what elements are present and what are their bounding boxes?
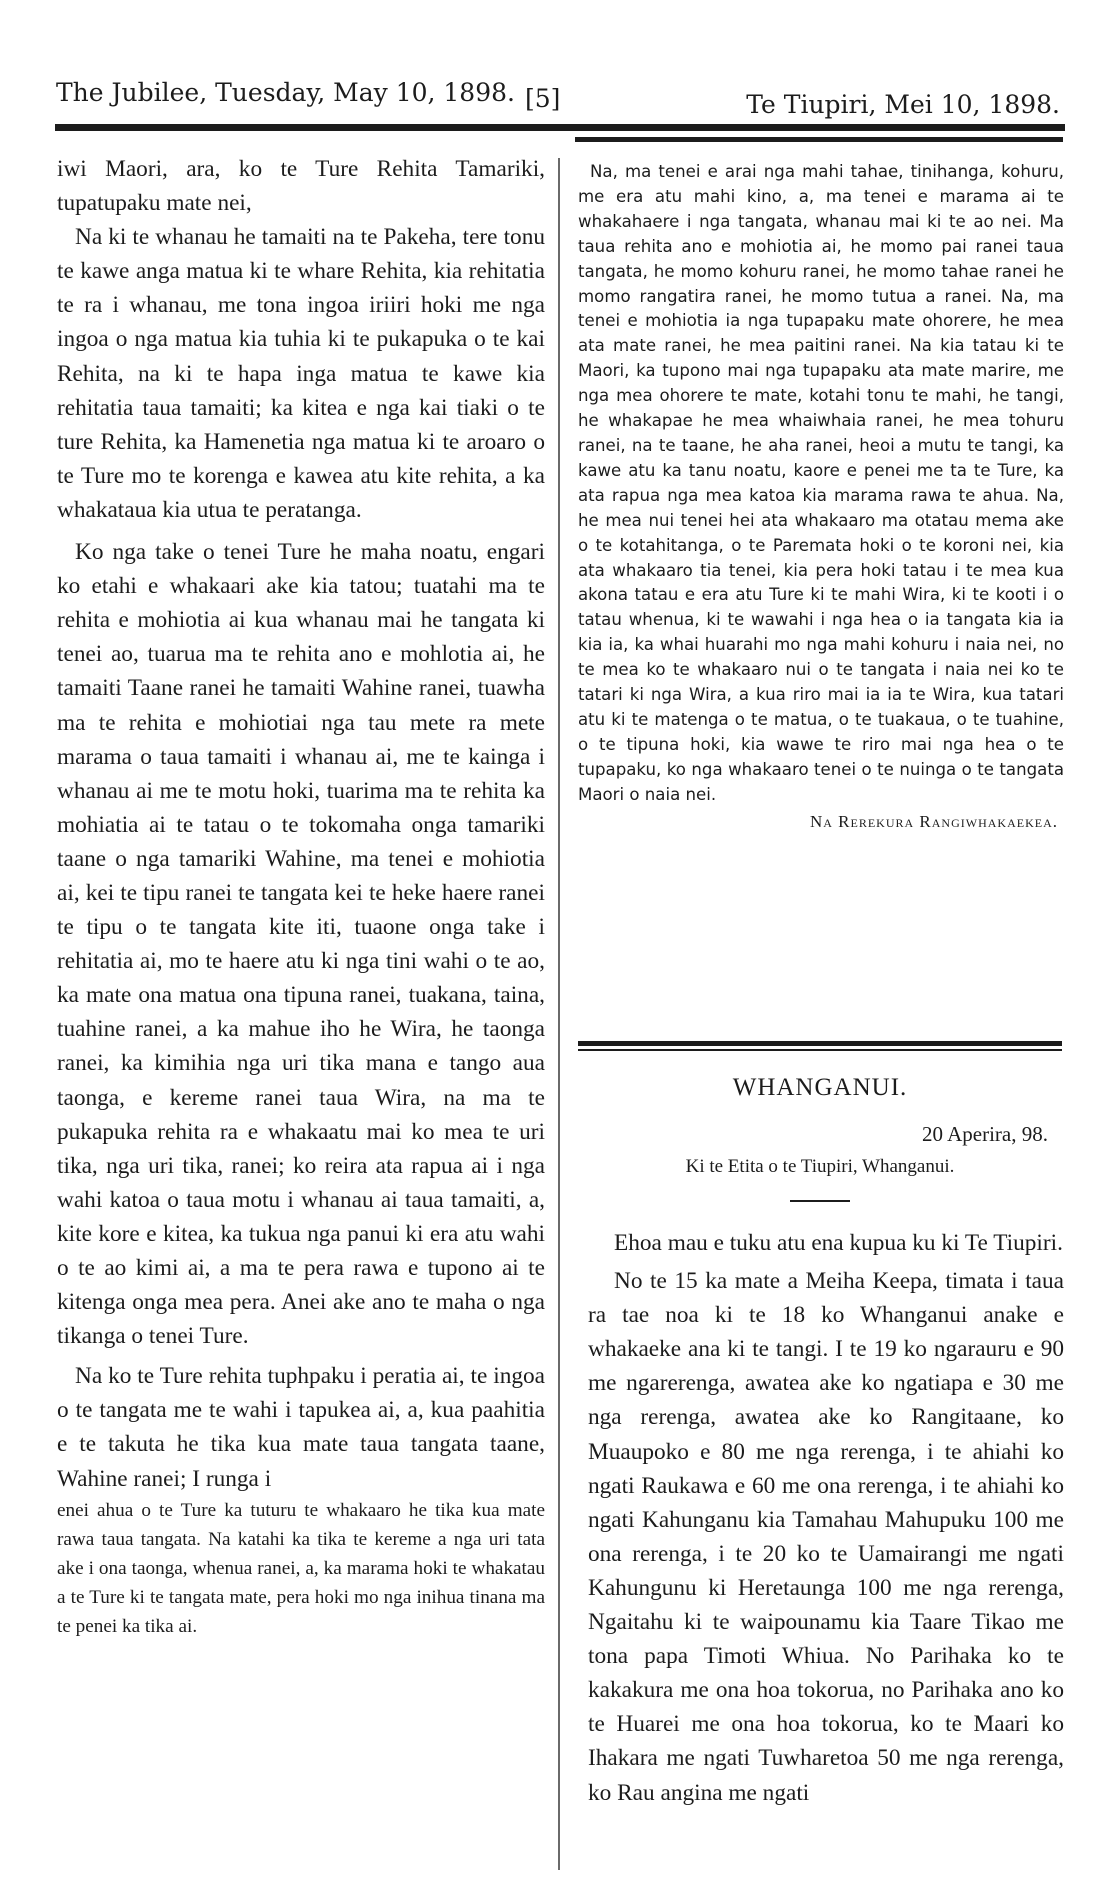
right-column-letter [578, 160, 1064, 834]
left-paragraph-5: enei ahua o te Ture ka tuturu te whakaaro he tika kua mate rawa taua tangata. Na katahi ka tika te kereme a nga uri tata ake i ona taonga, whenua ranei, a, ka marama hoki te whakatau a te Ture ki te tangata mate, pera hoki mo nga inihua tinana ma te penei ka tika ai. [57, 1499, 545, 1637]
left-paragraph-2: Na ki te whanau he tamaiti na te Pakeha, tere tonu te kawe anga matua ki te whare Rehita, kia rehitatia te ra i whanau, me tona ingoa iriiri hoki me nga ingoa o nga matua kia tuhia ki te pukapuka o te kai Rehita, na ki te hapa inga matua te kawe kia rehitatia taua tamaiti; ka kitea e nga kai tiaki o te ture Rehita, ka Hamenetia nga matua ki te aroaro o te Ture mo te korenga e kawea atu kite rehita, a ka whakataua kia utua te peratanga. [57, 224, 545, 523]
section-date: 20 Aperira, 98. [922, 1122, 1048, 1146]
section-title: WHANGANUI. [732, 1074, 908, 1101]
section-rule-thin [578, 1049, 1062, 1051]
left-paragraph-1: iwi Maori, ara, ko te Ture Rehita Tamariki, tupatupaku mate nei, [57, 156, 545, 217]
article-paragraph-1: Ehoa mau e tuku atu ena kupua ku ki Te Tiupiri. [614, 1230, 1063, 1256]
left-paragraph-3: Ko nga take o tenei Ture he maha noatu, engari ko etahi e whakaari ake kia tatou; tuatahi ma te rehita e mohiotia ai kua whanau mai he tangata ki tenei ao, tuarua ma te rehita ano e mohlotia ai, he tamaiti Taane ranei he tamaiti Wahine ranei, tuawha ma te rehita e mohiotiai nga tau mete ra mete marama o taua tamaiti i whanau ai, me te kainga i whanau ai me te motu hoki, tuarima ma te rehita ka mohiatia ai te tatau o te tokomaha onga tamariki taane o nga tamariki Wahine, ma tenei e mohiotia ai, kei te tipu ranei te tangata kei te heke haere ranei te tipu o te tangata kite iti, tuaone onga take i rehitatia ai, mo te haere atu ki nga tini wahi o te ao, ka mate ona matua ona tipuna ranei, tuakana, taina, tuahine ranei, a ka mahue iho he Wira, he taonga ranei, ka kimihia nga uri tika mana e tango aua taonga, e kereme ranei taua Wira, na ma te pukapuka rehita ra e whakaatu mai ko mea te uri tika, nga uri tika, ranei; ko reira ata rapua ai i nga wahi katoa o taua motu i whanau ai taua tamaiti, a, kite kore e kitea, ka tukua nga panui ki era atu wahi o te ao kimi ai, a ma te pera rawa e tupono ai te kitenga onga mea pera. Anei ake ano te maha o nga tikanga o tenei Ture. [57, 539, 545, 1350]
section-address: Ki te Etita o te Tiupiri, Whanganui. [685, 1156, 955, 1177]
section-rule [578, 1041, 1062, 1046]
left-paragraph-4: Na ko te Ture rehita tuphpaku i peratia ai, te ingoa o te tangata me te wahi i tapukea ai, a, kua paahitia e te takuta he tika kua mate taua tangata taane, Wahine ranei; I runga i [57, 1363, 545, 1492]
right-column-article [588, 1226, 1064, 1810]
letter-signature: Na Rerekura Rangiwhakaekea. [809, 811, 1058, 831]
article-paragraph-2: No te 15 ka mate a Meiha Keepa, timata i taua ra tae noa ki te 18 ko Whanganui anake e whakaeke ana ki te tangi. I te 19 ko ngarauru e 90 me ngarerenga, awatea ake ko ngatiapa e 30 me nga rerenga, awatea ake ko Rangitaane, ko Muaupoko e 80 me nga rerenga, i te ahiahi ko ngati Raukawa e 60 me ona rerenga, i te ahiahi ko ngati Kahunganu kia Tamahau Mahupuku 100 me ona rerenga, i te 20 ko te Uamairangi me ngati Kahungunu ki Heretaunga 100 me nga rerenga, Ngaitahu ki te waipounamu kia Taare Tikao me tona papa Timoti Whiua. No Parihaka ko te kakakura me ona hoa tokorua, no Parihaka ano ko te Huarei me ona hoa tokorua, ko te Maari ko Ihakara me ngati Tuwharetoa 50 me nga rerenga, ko Rau angina me ngati [588, 1268, 1064, 1806]
column-divider [558, 158, 560, 1870]
header-right-title: Te Tiupiri, Mei 10, 1898. [746, 90, 1060, 119]
left-column [57, 152, 545, 1641]
page-header [48, 60, 1070, 118]
section-short-rule [790, 1200, 850, 1202]
page-number: [5] [525, 84, 561, 113]
header-left-title: The Jubilee, Tuesday, May 10, 1898. [56, 78, 515, 107]
header-rule-secondary [575, 137, 1063, 142]
letter-paragraph: Na, ma tenei e arai nga mahi tahae, tinihanga, kohuru, me era atu mahi kino, a, ma tenei e marama ai te whakahaere i nga tangata, whanau mai ki te ao nei. Ma taua rehita ano e mohiotia ai, he momo pai ranei taua tangata, he momo kohuru ranei, he momo tahae ranei he momo rangatira ranei, he momo tutua a ranei. Na, ma tenei e mohiotia ia nga tupapaku mate ohorere, he mea ata mate ranei, he mea paitini ranei. Na kia tatau ki te Maori, ka tupono mai nga tupapaku ata mate marire, me nga mea ohorere te mate, kotahi tonu te mahi, he tangi, he whakapae he mea whaiwhaia ranei, he mea tohuru ranei, na te taane, he aha ranei, heoi a mutu te tangi, ka kawe atu ka tanu noatu, kaore e penei me ta te Ture, ka ata rapua nga mea katoa kia marama rawa te ahua. Na, he mea nui tenei hei ata whakaaro ma otatau mema ake o te kotahitanga, o te Paremata hoki o te koroni nei, kia ata whakaaro tia tenei, kia pera hoki tatau i te mea kua akona tatau e era atu Ture ki te mahi Wira, ki te kooti i o tatau whenua, ki te wawahi i nga hea o ia tangata kia ia kia ia, ka whai huarahi mo nga mahi kohuru i naia nei, no te mea ko te whakaaro nui o te tangata i naia nei ko te tatari ki nga Wira, a kua riro mai ia ia te Wira, kua tatari atu ki te matenga o te matua, o te tuakaua, o te tuahine, o te tipuna hoki, kia wawe te riro mai nga hea o te tupapaku, ko nga whakaaro tenei o te nuinga o te tangata Maori o naia nei. [578, 162, 1064, 804]
header-rule [55, 124, 1065, 131]
